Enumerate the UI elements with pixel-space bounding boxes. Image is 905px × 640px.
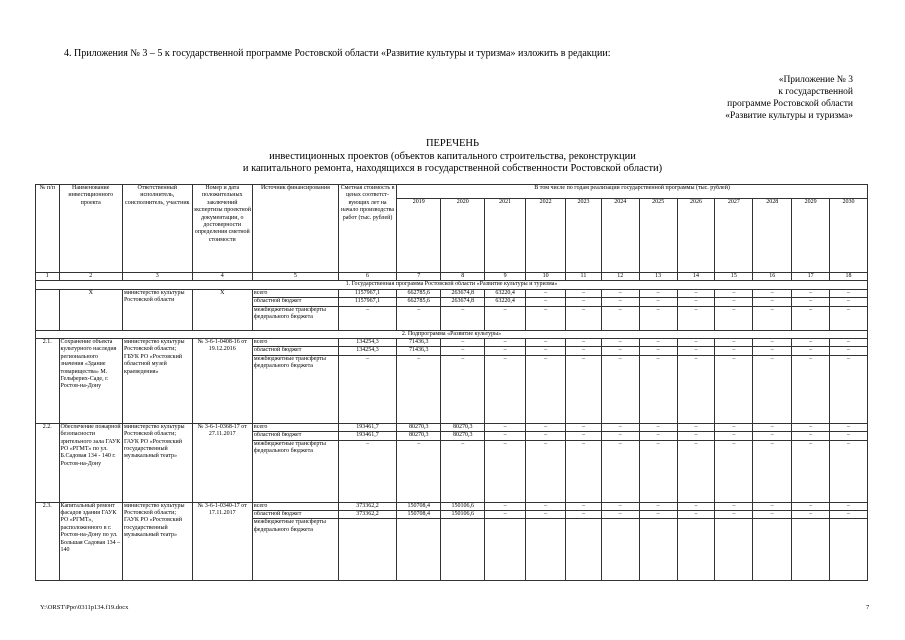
year-amount: – [566,339,602,347]
estimated-cost: 134254,3 [338,339,396,347]
appendix-reference [725,74,853,122]
year-amount: 662785,6 [397,289,441,297]
funding-source: межбюджетные трансферты федерального бюджета [252,440,338,502]
year-amount: – [601,511,639,519]
year-amount [485,519,526,581]
year-amount: – [485,432,526,440]
heading-subtitle: и капитального ремонта, находящихся в государственной собственности Ростовской области) [242,163,663,174]
year-amount: – [526,432,566,440]
year-amount: – [753,289,792,297]
year-amount [397,519,441,581]
funding-source: областной бюджет [252,347,338,355]
header-cost: Сметная стоимость в ценах соответст-вующих лет на начало производства работ (тыс. рублей) [338,185,396,273]
year-amount: – [639,298,677,306]
year-amount: – [566,502,602,510]
year-amount: – [526,511,566,519]
year-amount [566,519,602,581]
year-amount: – [566,440,602,502]
funding-source: межбюджетные трансферты федерального бюджета [252,306,338,330]
year-amount: – [792,511,830,519]
year-amount: – [715,289,753,297]
year-amount: – [601,440,639,502]
project-name: X [59,289,122,330]
project-expertise: № 3-6-1-0340-17 от 17.11.2017 [192,502,252,581]
year-amount: – [677,289,715,297]
year-amount: – [792,339,830,347]
year-amount: 150106,6 [441,511,485,519]
funding-source: всего [252,423,338,431]
column-number: 14 [677,273,715,281]
year-amount: – [792,423,830,431]
year-amount: 80270,3 [397,432,441,440]
column-number: 16 [753,273,792,281]
year-amount: – [715,339,753,347]
year-amount: – [639,432,677,440]
year-amount: – [566,298,602,306]
project-number: 2.2. [36,423,60,502]
funding-source: всего [252,339,338,347]
year-amount: – [639,440,677,502]
year-amount: 150708,4 [397,502,441,510]
year-amount: – [485,440,526,502]
year-amount: – [830,289,868,297]
year-amount: – [753,440,792,502]
funding-source: всего [252,502,338,510]
year-amount: – [830,347,868,355]
section-title: 1. Государственная программа Ростовской области «Развитие культуры и туризма» [36,281,868,289]
project-number: 2.3. [36,502,60,581]
column-number: 10 [526,273,566,281]
estimated-cost: 134254,3 [338,347,396,355]
project-name: Капитальный ремонт фасадов здания ГАУК РО «РГМТ», расположенного в г. Ростов-на-Дону по ул. Большая Садовая 134 – 140 [59,502,122,581]
column-number: 13 [639,273,677,281]
project-number: 2.1. [36,339,60,424]
header-expertise: Номер и дата положительных заключений экспертизы проектной документации, о достоверности определения сметной стоимости [192,185,252,273]
year-amount: – [526,298,566,306]
estimated-cost: – [338,306,396,330]
year-amount: 63220,4 [485,298,526,306]
year-amount: – [830,423,868,431]
year-amount: – [792,306,830,330]
year-amount: – [566,306,602,330]
year-amount: – [677,298,715,306]
year-amount: – [639,306,677,330]
year-amount: – [715,306,753,330]
column-number: 7 [397,273,441,281]
year-amount: – [677,347,715,355]
header-year: 2024 [601,199,639,273]
funding-source: областной бюджет [252,298,338,306]
section-row [36,281,868,289]
estimated-cost: 193461,7 [338,432,396,440]
estimated-cost: 1157967,1 [338,289,396,297]
appendix-line: к государственной [778,87,853,97]
year-amount: – [830,511,868,519]
year-amount: – [715,440,753,502]
header-responsible: Ответственный исполнитель, соисполнитель, участник [122,185,192,273]
column-number: 8 [441,273,485,281]
year-amount: – [830,432,868,440]
year-amount: – [601,339,639,347]
year-amount: 71436,3 [397,347,441,355]
year-amount: – [601,432,639,440]
year-amount: – [566,347,602,355]
year-amount: – [830,355,868,423]
year-amount: – [677,339,715,347]
year-amount: – [601,298,639,306]
year-amount: – [601,306,639,330]
header-year: 2025 [639,199,677,273]
project-row [36,423,868,431]
year-amount: – [753,355,792,423]
appendix-line: «Приложение № 3 [778,75,853,85]
header-year: 2020 [441,199,485,273]
header-year: 2030 [830,199,868,273]
funding-source: всего [252,289,338,297]
header-year: 2019 [397,199,441,273]
year-amount: – [792,347,830,355]
footer-file-path: Y:\ORST\Ppo\0311p134.f19.docx [40,604,129,611]
year-amount: – [715,502,753,510]
year-amount: – [715,347,753,355]
investment-projects-table [35,184,868,581]
year-amount [830,519,868,581]
year-amount: – [753,339,792,347]
project-responsible: министерство культуры Ростовской области; ГБУК РО «Ростовский областной музей краеведения» [122,339,192,424]
column-number: 9 [485,273,526,281]
year-amount: – [639,339,677,347]
header-years-group: В том числе по годам реализации государственной программы (тыс. рублей) [397,185,868,199]
funding-source: межбюджетные трансферты федерального бюджета [252,355,338,423]
year-amount [792,519,830,581]
year-amount: – [639,423,677,431]
column-number: 15 [715,273,753,281]
year-amount [526,519,566,581]
year-amount: 63220,4 [485,289,526,297]
program-row [36,289,868,297]
year-amount [601,519,639,581]
header-year: 2029 [792,199,830,273]
document-heading [0,138,905,176]
year-amount: 150708,4 [397,511,441,519]
funding-source: межбюджетные трансферты федерального бюджета [252,519,338,581]
column-numbers-row [36,273,868,281]
year-amount: – [792,289,830,297]
project-row [36,502,868,510]
project-expertise: № 3-6-1-0368-17 от 27.11.2017 [192,423,252,502]
year-amount: – [792,432,830,440]
year-amount: – [526,440,566,502]
year-amount: – [792,502,830,510]
year-amount: – [526,423,566,431]
year-amount: – [601,355,639,423]
table-header-row [36,185,868,199]
year-amount: – [753,423,792,431]
column-number: 5 [252,273,338,281]
header-year: 2028 [753,199,792,273]
year-amount: – [677,511,715,519]
header-year: 2021 [485,199,526,273]
year-amount: – [677,440,715,502]
year-amount: – [601,502,639,510]
year-amount: – [566,423,602,431]
year-amount: – [639,347,677,355]
header-year: 2023 [566,199,602,273]
year-amount: – [753,432,792,440]
year-amount: – [792,440,830,502]
year-amount: – [485,306,526,330]
year-amount: – [830,502,868,510]
year-amount: – [639,355,677,423]
year-amount: – [526,289,566,297]
year-amount: – [677,423,715,431]
year-amount: – [526,339,566,347]
year-amount: – [601,289,639,297]
estimated-cost: 373362,2 [338,502,396,510]
estimated-cost [338,519,396,581]
year-amount [441,519,485,581]
footer-page-number: 7 [866,604,870,611]
year-amount: – [441,306,485,330]
year-amount: – [753,306,792,330]
estimated-cost: – [338,440,396,502]
header-source: Источник финансирования [252,185,338,273]
header-year: 2022 [526,199,566,273]
project-name: Обеспечение пожарной безопасности зрительного зала ГАУК РО «РГМТ» по ул. Б.Садовая 134 - 140 г. Ростов-на-Дону [59,423,122,502]
year-amount: – [677,355,715,423]
year-amount: 80270,3 [397,423,441,431]
year-amount: – [526,347,566,355]
year-amount: – [526,306,566,330]
year-amount: – [677,502,715,510]
column-number: 3 [122,273,192,281]
year-amount: – [485,355,526,423]
year-amount: – [441,347,485,355]
funding-source: областной бюджет [252,432,338,440]
year-amount: – [715,355,753,423]
column-number: 6 [338,273,396,281]
year-amount: – [715,298,753,306]
year-amount: – [485,347,526,355]
year-amount: – [830,306,868,330]
column-number: 17 [792,273,830,281]
year-amount: – [566,511,602,519]
funding-source: областной бюджет [252,511,338,519]
year-amount: – [397,355,441,423]
year-amount: – [441,339,485,347]
column-number: 12 [601,273,639,281]
section-title: 2. Подпрограмма «Развитие культуры» [36,330,868,338]
heading-title: ПЕРЕЧЕНЬ [425,138,480,149]
project-responsible: министерство культуры Ростовской области; ГАУК РО «Ростовский государственный музыкальный театр» [122,423,192,502]
project-expertise: X [192,289,252,330]
project-responsible: министерство культуры Ростовской области [122,289,192,330]
project-name: Сохранение объекта культурного наследия регионального значения «Здание товарищества» М. Гельферих-Саде, г. Ростов-на-Дону [59,339,122,424]
column-number: 2 [59,273,122,281]
year-amount: – [485,423,526,431]
year-amount: – [677,432,715,440]
year-amount: – [639,502,677,510]
header-year: 2027 [715,199,753,273]
year-amount: 263674,8 [441,298,485,306]
year-amount: – [753,511,792,519]
year-amount [753,519,792,581]
section-row [36,330,868,338]
year-amount: – [397,306,441,330]
header-year: 2026 [677,199,715,273]
year-amount: – [639,289,677,297]
year-amount: – [526,355,566,423]
year-amount: – [566,289,602,297]
column-number: 4 [192,273,252,281]
estimated-cost: 193461,7 [338,423,396,431]
year-amount: 71436,3 [397,339,441,347]
year-amount: 662785,6 [397,298,441,306]
year-amount: – [485,511,526,519]
header-name: Наименование инвестиционного проекта [59,185,122,273]
header-num: № п/п [36,185,60,273]
year-amount: – [753,298,792,306]
year-amount: – [566,355,602,423]
estimated-cost: – [338,355,396,423]
appendix-line: «Развитие культуры и туризма» [725,111,853,121]
year-amount: – [715,432,753,440]
year-amount: – [753,502,792,510]
project-row [36,339,868,347]
year-amount: – [830,298,868,306]
year-amount: 80270,3 [441,423,485,431]
intro-paragraph: 4. Приложения № 3 – 5 к государственной программе Ростовской области «Развитие культуры и туризма» изложить в редакции: [64,48,611,59]
column-number: 11 [566,273,602,281]
year-amount: 80270,3 [441,432,485,440]
year-amount: – [715,511,753,519]
year-amount: – [485,339,526,347]
year-amount [715,519,753,581]
year-amount: – [566,432,602,440]
year-amount: – [526,502,566,510]
estimated-cost: 373362,2 [338,511,396,519]
year-amount: – [715,423,753,431]
year-amount: – [397,440,441,502]
year-amount: – [753,347,792,355]
year-amount: – [441,355,485,423]
year-amount: – [792,355,830,423]
year-amount: – [601,347,639,355]
year-amount: – [441,440,485,502]
year-amount: 263674,8 [441,289,485,297]
year-amount: – [830,339,868,347]
project-responsible: министерство культуры Ростовской области; ГАУК РО «Ростовский государственный музыкальный театр» [122,502,192,581]
estimated-cost: 1157967,1 [338,298,396,306]
year-amount: 150106,6 [441,502,485,510]
project-number [36,289,60,330]
year-amount [639,519,677,581]
project-expertise: № 3-6-1-0408-16 от 19.12.2016 [192,339,252,424]
appendix-line: программе Ростовской области [727,99,853,109]
year-amount: – [830,440,868,502]
year-amount: – [601,423,639,431]
heading-subtitle: инвестиционных проектов (объектов капитального строительства, реконструкции [269,150,636,162]
year-amount [677,519,715,581]
year-amount: – [639,511,677,519]
year-amount: – [677,306,715,330]
column-number: 18 [830,273,868,281]
year-amount: – [792,298,830,306]
column-number: 1 [36,273,60,281]
year-amount: – [485,502,526,510]
